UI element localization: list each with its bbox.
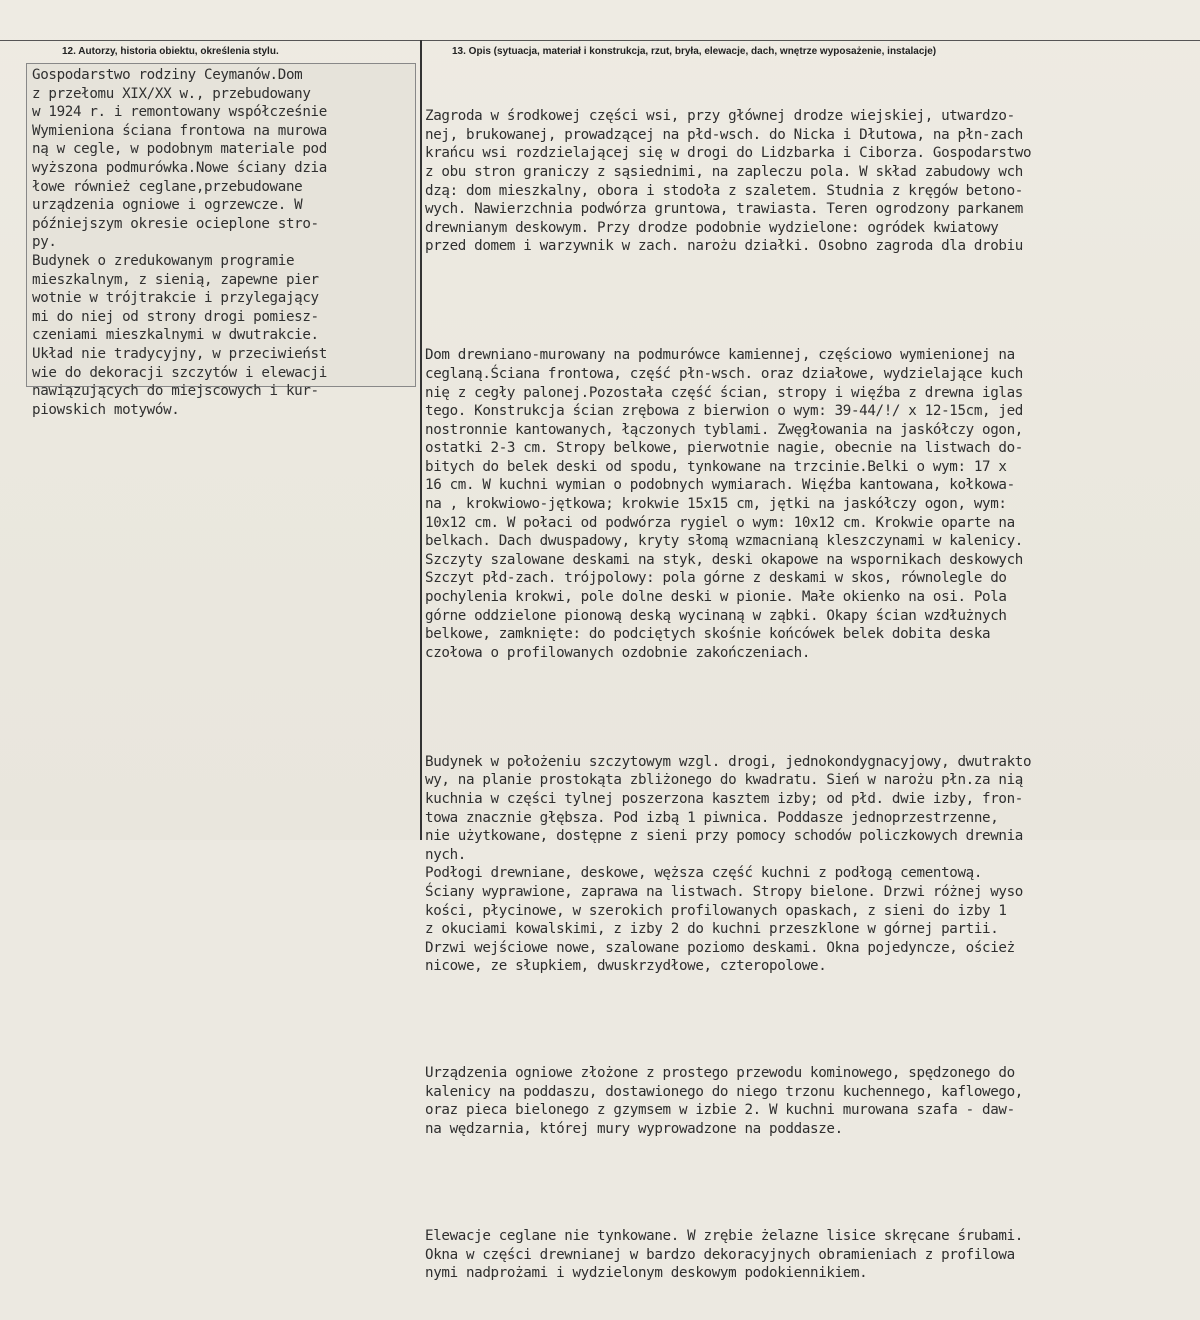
- column-divider: [420, 40, 422, 840]
- description-paragraph-heating: Urządzenia ogniowe złożone z prostego przewodu kominowego, spędzonego do kalenicy na poddaszu, dostawionego do niego trzonu kuchennego, kaflowego, oraz pieca bielonego z gzymsem w izbie 2. W kuchni murowana szafa - daw- na wędzarnia, której mury wyprowadzone na poddasze.: [425, 1065, 1023, 1138]
- description-paragraph-layout: Budynek w położeniu szczytowym wzgl. drogi, jednokondygnacyjowy, dwutrakto wy, na planie prostokąta zbliżonego do kwadratu. Sień w narożu płn.za nią kuchnia w części tylnej poszerzona kasztem izby; od płd. dwie izby, fron- towa znacznie głębsza. Pod izbą 1 piwnica. Poddasze jednoprzestrzenne, nie użytkowane, dostępne z sieni przy pomocy schodów policzkowych drewnia nych. Podłogi drewniane, deskowe, węższa część kuchni z podłogą cementową. Ściany wyprawione, zaprawa na listwach. Stropy bielone. Drzwi różnej wyso kości, płycinowe, w szerokich profilowanych opaskach, z sieni do izby 1 z okuciami kowalskimi, z izby 2 do kuchni przeszklone w górnej partii. Drzwi wejściowe nowe, szalowane poziomo deskami. Okna pojedyncze, oścież nicowe, ze słupkiem, dwuskrzydłowe, czteropolowe.: [425, 753, 1032, 975]
- section-13-header: 13. Opis (sytuacja, materiał i konstrukcja, rzut, bryła, elewacje, dach, wnętrze wyposażenie, instalacje): [452, 46, 937, 57]
- description-column: [425, 70, 1195, 1320]
- description-paragraph-construction: Dom drewniano-murowany na podmurówce kamiennej, częściowo wymienionej na ceglaną.Ściana frontowa, część płn-wsch. oraz działowe, wydzielające kuch nię z cegły palonej.Pozostała część ścian, stropy i więźba z drewna iglas tego. Konstrukcja ścian zrębowa z bierwion o wym: 39-44/!/ x 12-15cm, jed nostronnie kantowanych, łączonych tyblami. Zwęgłowania na jaskółczy ogon, ostatki 2-3 cm. Stropy belkowe, pierwotnie nagie, obecnie na listwach do- bitych do belek deski od spodu, tynkowane na trzcinie.Belki o wym: 17 x 16 cm. W kuchni wymian o podobnych wymiarach. Więźba kantowana, kołkowa- na , krokwiowo-jętkowa; krokwie 15x15 cm, jętki na jaskółczy ogon, wym: 10x12 cm. W połaci od podwórza rygiel o wym: 10x12 cm. Krokwie oparte na belkach. Dach dwuspadowy, kryty słomą wzmacnianą kleszczynami w kalenicy. Szczyty szalowane deskami na styk, deski okapowe na wspornikach deskowych Szczyt płd-zach. trójpolowy: pola górne z deskami w skos, równolegle do pochylenia krokwi, pole dolne deski w pionie. Małe okienko na osi. Pola górne oddzielone pionową deską wycinaną w ząbki. Okapy ścian wzdłużnych belkowe, zamknięte: do podciętych skośnie końcówek belek dobita deska czołowa o profilowanych ozdobnie zakończeniach.: [425, 347, 1023, 661]
- description-paragraph-site: Zagroda w środkowej części wsi, przy głównej drodze wiejskiej, utwardzo- nej, brukowanej, prowadzącej na płd-wsch. do Nicka i Dłutowa, na płn-zach krańcu wsi rozdzielającej się w drogi do Lidzbarka i Ciborza. Gospodarstwo z obu stron graniczy z sąsiednimi, na zapleczu pola. W skład zabudowy wch dzą: dom mieszkalny, obora i stodoła z szaletem. Studnia z kręgów betono- wych. Nawierzchnia podwórza gruntowa, trawiasta. Teren ogrodzony parkanem drewnianym deskowym. Przy drodze podobnie wydzielone: ogródek kwiatowy przed domem i warzywnik w zach. narożu działki. Osobno zagroda dla drobiu: [425, 108, 1032, 255]
- history-text: Gospodarstwo rodziny Ceymanów.Dom z przełomu XIX/XX w., przebudowany w 1924 r. i remontowany współcześnie Wymieniona ściana frontowa na murowa ną w cegle, w podobnym materiale pod wyższona podmurówka.Nowe ściany dzia łowe również ceglane,przebudowane urządzenia ogniowe i ogrzewcze. W późniejszym okresie ocieplone stro- py. Budynek o zredukowanym programie mieszkalnym, z sienią, zapewne pier wotnie w trójtrakcie i przylegający mi do niej od strony drogi pomiesz- czeniami mieszkalnymi w dwutrakcie. Układ nie tradycyjny, w przeciwieńst wie do dekoracji szczytów i elewacji nawiązujących do miejscowych i kur- piowskich motywów.: [32, 67, 327, 418]
- top-rule: [0, 40, 1200, 41]
- section-12-header: 12. Autorzy, historia obiektu, określenia stylu.: [62, 46, 279, 57]
- description-paragraph-elevations: Elewacje ceglane nie tynkowane. W zrębie żelazne lisice skręcane śrubami. Okna w części drewnianej w bardzo dekoracyjnych obramieniach z profilowa nymi nadprożami i wydzielonym deskowym podokiennikiem.: [425, 1228, 1023, 1282]
